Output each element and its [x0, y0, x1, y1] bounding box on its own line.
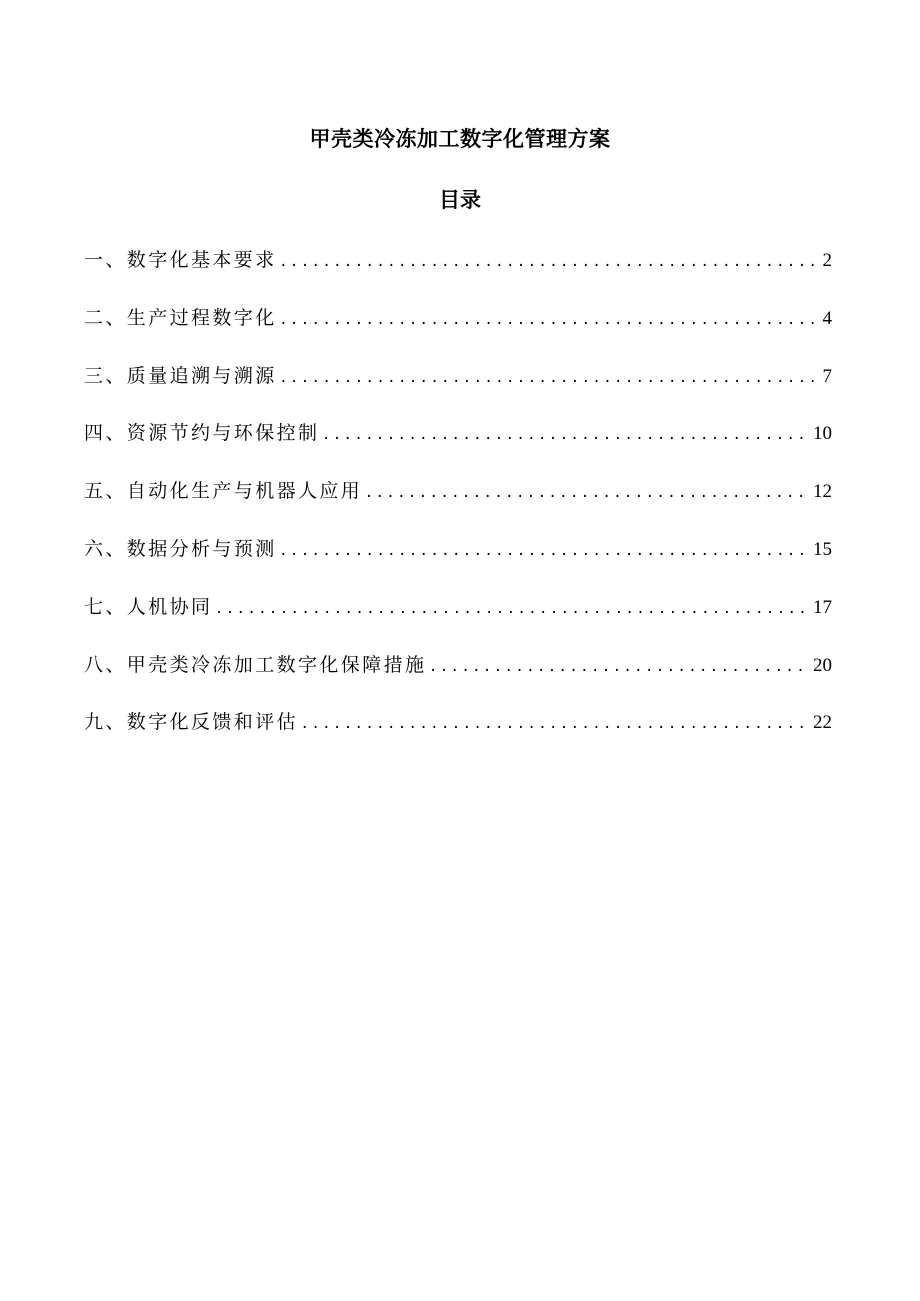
- toc-entry-6[interactable]: [84, 533, 832, 591]
- toc-entry-label: 二、生产过程数字化: [84, 306, 277, 329]
- toc-entry-page: 4: [822, 307, 832, 329]
- toc-entry-label: 九、数字化反馈和评估: [84, 711, 299, 734]
- toc-entry-7[interactable]: [84, 591, 832, 649]
- toc-entry-page: 20: [813, 654, 832, 676]
- toc-entry-2[interactable]: [84, 302, 832, 360]
- toc-entry-page: 10: [813, 423, 832, 445]
- toc-leader-dots: [216, 592, 809, 624]
- toc-leader-dots: [281, 245, 819, 277]
- toc-entry-label: 一、数字化基本要求: [84, 249, 277, 271]
- toc-entry-3[interactable]: [84, 360, 832, 418]
- toc-leader-dots: [281, 534, 809, 566]
- toc-entry-label: 三、质量追溯与溯源: [84, 364, 277, 387]
- toc-entry-label: 六、数据分析与预测: [84, 537, 277, 560]
- toc-heading: 目录: [439, 188, 481, 212]
- table-of-contents: [84, 244, 832, 764]
- toc-entry-page: 22: [813, 712, 832, 734]
- toc-entry-1[interactable]: [84, 244, 832, 302]
- toc-entry-5[interactable]: [84, 475, 832, 533]
- toc-entry-8[interactable]: [84, 649, 832, 707]
- toc-leader-dots: [302, 707, 809, 739]
- toc-entry-9[interactable]: [84, 706, 832, 764]
- toc-entry-page: 7: [822, 365, 832, 387]
- toc-entry-page: 15: [813, 538, 832, 560]
- toc-leader-dots: [366, 476, 809, 508]
- toc-entry-label: 四、资源节约与环保控制: [84, 422, 320, 445]
- toc-leader-dots: [430, 650, 809, 682]
- document-title: 甲壳类冷冻加工数字化管理方案: [309, 127, 611, 151]
- toc-entry-label: 七、人机协同: [84, 595, 213, 618]
- toc-leader-dots: [281, 303, 819, 335]
- toc-entry-page: 2: [822, 250, 832, 271]
- toc-entry-page: 17: [813, 596, 832, 618]
- toc-leader-dots: [323, 418, 809, 450]
- toc-entry-label: 八、甲壳类冷冻加工数字化保障措施: [84, 653, 427, 676]
- toc-entry-page: 12: [813, 481, 832, 503]
- toc-entry-4[interactable]: [84, 417, 832, 475]
- toc-entry-label: 五、自动化生产与机器人应用: [84, 480, 363, 503]
- toc-leader-dots: [281, 361, 819, 393]
